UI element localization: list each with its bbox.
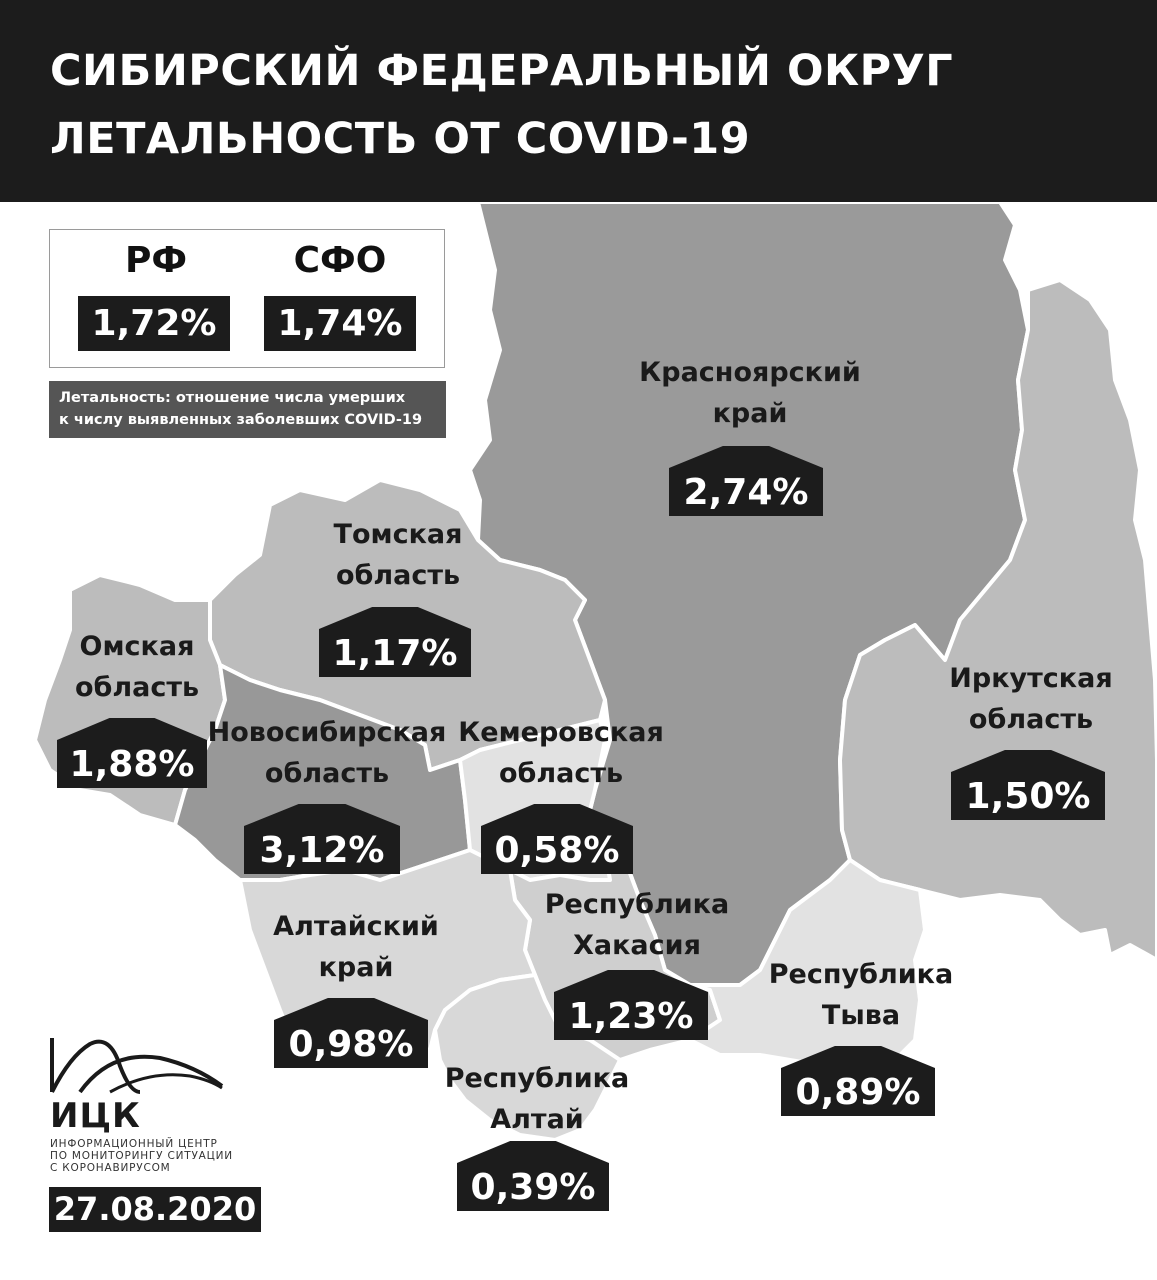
label-tomsk: Томская область bbox=[333, 519, 463, 591]
value-altai-rep: 0,39% bbox=[457, 1163, 609, 1211]
label-kemerovo: Кемеровская область bbox=[458, 717, 664, 789]
label-khakassia: Республика Хакасия bbox=[544, 889, 730, 961]
value-krasnoyarsk: 2,74% bbox=[669, 468, 823, 516]
header-banner bbox=[0, 0, 1157, 202]
logo-subtitle: ИНФОРМАЦИОННЫЙ ЦЕНТР ПО МОНИТОРИНГУ СИТУАЦИИ С КОРОНАВИРУСОМ bbox=[50, 1138, 233, 1174]
value-omsk: 1,88% bbox=[57, 740, 207, 788]
logo-title: ИЦК bbox=[50, 1096, 141, 1136]
label-altai-rep: Республика Алтай bbox=[444, 1063, 630, 1135]
label-omsk: Омская область bbox=[74, 631, 200, 703]
value-kemerovo: 0,58% bbox=[481, 826, 633, 874]
rf-value: 1,72% bbox=[78, 296, 230, 351]
value-tyva: 0,89% bbox=[781, 1068, 935, 1116]
value-novosibirsk: 3,12% bbox=[244, 826, 400, 874]
page-title: СИБИРСКИЙ ФЕДЕРАЛЬНЫЙ ОКРУГ bbox=[50, 46, 954, 96]
value-altai-krai: 0,98% bbox=[274, 1020, 428, 1068]
itsk-logo-icon bbox=[50, 1036, 225, 1096]
value-irkutsk: 1,50% bbox=[951, 772, 1105, 820]
rf-label: РФ bbox=[124, 240, 188, 281]
definition-line-1: Летальность: отношение числа умерших bbox=[59, 390, 406, 406]
date-badge: 27.08.2020 bbox=[49, 1187, 261, 1232]
sfo-label: СФО bbox=[293, 240, 387, 281]
label-krasnoyarsk: Красноярский край bbox=[639, 357, 861, 429]
sfo-value: 1,74% bbox=[264, 296, 416, 351]
definition-line-2: к числу выявленных заболевших COVID-19 bbox=[59, 412, 423, 428]
page-subtitle: ЛЕТАЛЬНОСТЬ ОТ COVID-19 bbox=[50, 114, 751, 164]
label-novosibirsk: Новосибирская область bbox=[207, 717, 447, 789]
value-tomsk: 1,17% bbox=[319, 629, 471, 677]
label-altai-krai: Алтайский край bbox=[273, 911, 439, 983]
value-khakassia: 1,23% bbox=[554, 992, 708, 1040]
label-tyva: Республика Тыва bbox=[768, 959, 954, 1031]
definition-note bbox=[49, 381, 446, 438]
label-irkutsk: Иркутская область bbox=[949, 663, 1113, 735]
summary-box bbox=[49, 229, 445, 368]
